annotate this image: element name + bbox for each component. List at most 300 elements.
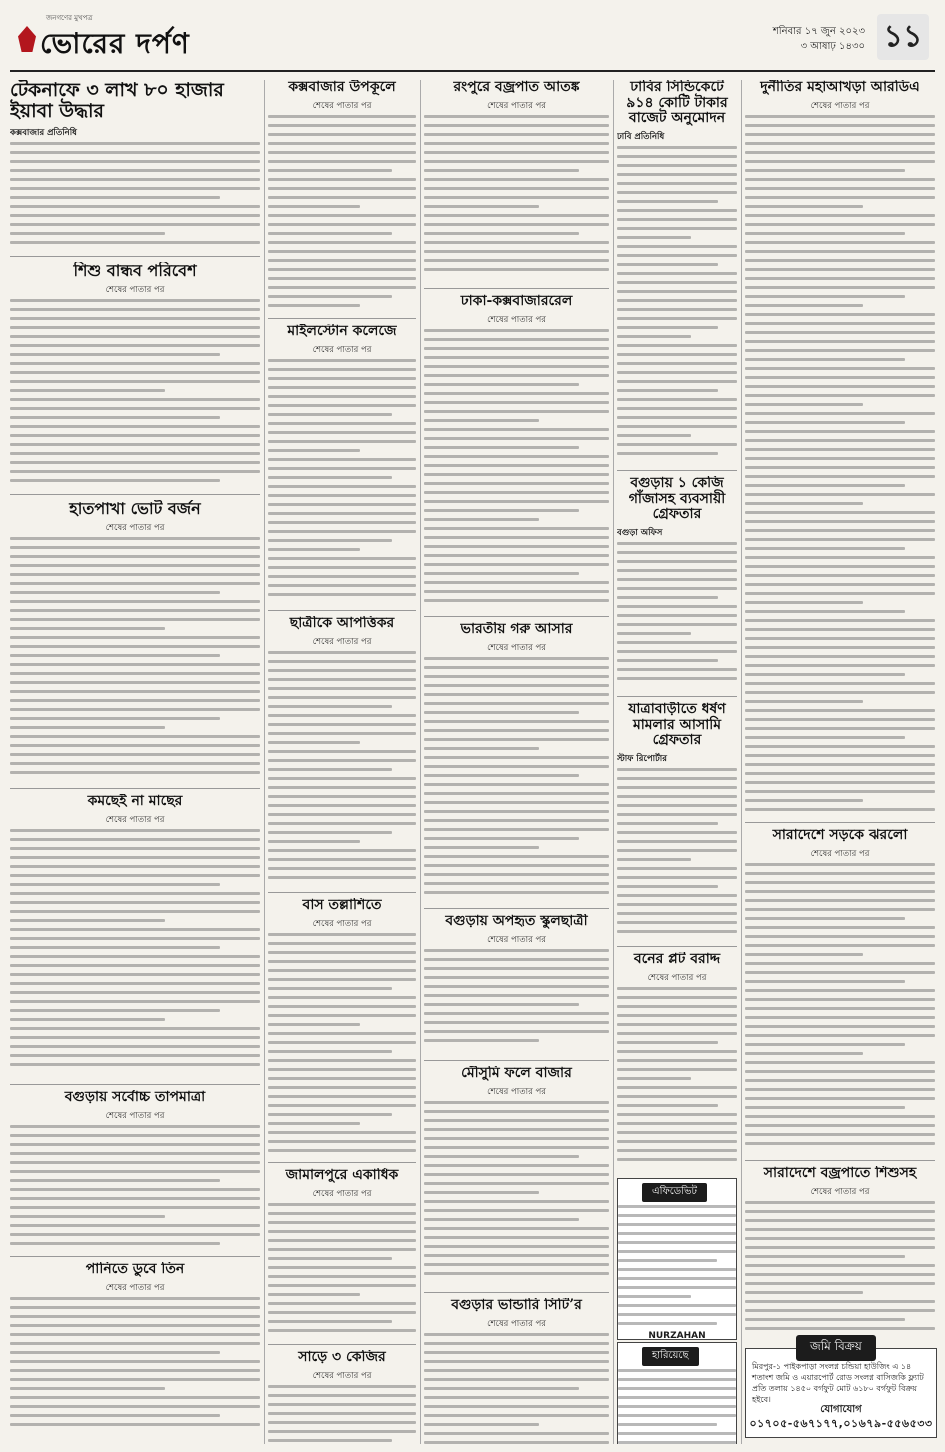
- land-sale-title: জমি বিক্রয়: [796, 1335, 876, 1361]
- text-line: [745, 1061, 935, 1064]
- text-line: [745, 899, 935, 902]
- text-line: [10, 1036, 260, 1039]
- text-line: [10, 645, 260, 648]
- text-line: [268, 969, 416, 972]
- text-line: [424, 1333, 609, 1336]
- text-line: [268, 1005, 416, 1008]
- text-line: [10, 847, 260, 850]
- text-line: [745, 1210, 935, 1213]
- text-line: [268, 512, 416, 515]
- text-line: [268, 160, 416, 163]
- article-headline: পানিতে ডুবে তিন: [85, 1262, 185, 1277]
- text-line: [10, 1206, 260, 1209]
- text-line: [745, 863, 935, 866]
- article-body: [745, 863, 935, 1145]
- text-line: [268, 386, 416, 389]
- text-line: [618, 1277, 736, 1280]
- text-line: [424, 241, 609, 244]
- text-line: [745, 538, 935, 541]
- article-headline: যাত্রাবাড়ীতে ধর্ষণ মামলার আসামি গ্রেফতার: [628, 702, 726, 749]
- text-line: [424, 428, 609, 431]
- text-line: [10, 1414, 220, 1417]
- text-line: [424, 1191, 539, 1194]
- text-line: [745, 1016, 935, 1019]
- text-line: [745, 1255, 905, 1258]
- text-line: [10, 753, 260, 756]
- page-number: ১১: [877, 14, 929, 60]
- text-line: [745, 998, 935, 1001]
- text-line: [745, 772, 935, 775]
- article-body: [268, 359, 416, 596]
- text-line: [10, 178, 260, 181]
- text-line: [268, 431, 416, 434]
- text-line: [745, 511, 935, 514]
- text-line: [268, 696, 416, 699]
- text-line: [10, 1125, 260, 1128]
- text-line: [617, 290, 737, 293]
- text-line: [745, 1318, 905, 1321]
- article-continuation: শেষের পাতার পর: [487, 1318, 546, 1329]
- text-line: [745, 151, 935, 154]
- text-line: [745, 1327, 935, 1330]
- article-body: [10, 1125, 260, 1245]
- text-line: [424, 756, 609, 759]
- text-line: [745, 673, 905, 676]
- text-line: [745, 439, 935, 442]
- text-line: [424, 446, 579, 449]
- text-line: [745, 1309, 935, 1312]
- text-line: [268, 1140, 416, 1143]
- text-line: [745, 358, 905, 361]
- text-line: [618, 1405, 736, 1408]
- text-line: [268, 304, 360, 307]
- text-line: [268, 849, 416, 852]
- article-body: [10, 537, 260, 774]
- text-line: [424, 268, 609, 271]
- text-line: [10, 1170, 260, 1173]
- text-line: [745, 917, 905, 920]
- text-line: [745, 196, 935, 199]
- text-line: [745, 574, 935, 577]
- text-line: [424, 657, 609, 660]
- text-line: [424, 464, 609, 467]
- text-line: [10, 1378, 260, 1381]
- article-continuation: শেষের পাতার পর: [487, 934, 546, 945]
- text-line: [424, 178, 609, 181]
- text-line: [10, 1179, 220, 1182]
- article-headline: বগুড়ার ভান্ডারি সিটি’র: [451, 1298, 582, 1313]
- text-line: [745, 124, 935, 127]
- text-line: [617, 1104, 718, 1107]
- text-line: [617, 659, 718, 662]
- text-line: [424, 1218, 579, 1221]
- text-line: [424, 338, 609, 341]
- text-line: [268, 960, 416, 963]
- text-line: [10, 600, 260, 603]
- text-line: [10, 461, 260, 464]
- text-line: [745, 1070, 935, 1073]
- text-line: [745, 286, 935, 289]
- article-headline: বগুড়ায় ১ কেজি গাঁজাসহ ব্যবসায়ী গ্রেফতার: [628, 476, 726, 523]
- text-line: [745, 520, 935, 523]
- text-line: [268, 566, 416, 569]
- text-line: [10, 708, 260, 711]
- text-line: [424, 729, 609, 732]
- article-headline: মৌসুমি ফলে বাজার: [461, 1066, 572, 1081]
- text-line: [268, 169, 392, 172]
- text-line: [424, 223, 609, 226]
- text-line: [745, 1282, 935, 1285]
- text-line: [745, 250, 935, 253]
- text-line: [424, 1369, 609, 1372]
- text-line: [268, 449, 360, 452]
- text-line: [424, 747, 539, 750]
- article-bus-search: [268, 898, 416, 1163]
- text-line: [617, 227, 737, 230]
- text-line: [10, 838, 260, 841]
- text-line: [424, 684, 609, 687]
- text-line: [268, 660, 416, 663]
- text-line: [268, 584, 416, 587]
- article-continuation: শেষের পাতার পর: [487, 314, 546, 325]
- text-line: [10, 205, 260, 208]
- article-jamalpur: [268, 1168, 416, 1345]
- text-line: [424, 419, 539, 422]
- text-line: [268, 732, 416, 735]
- text-line: [745, 277, 935, 280]
- text-line: [745, 962, 935, 965]
- column-1: [10, 80, 260, 1444]
- text-line: [424, 142, 609, 145]
- text-line: [268, 1257, 392, 1260]
- text-line: [268, 1439, 392, 1442]
- text-line: [424, 675, 609, 678]
- text-line: [268, 142, 416, 145]
- text-line: [745, 646, 935, 649]
- text-line: [268, 124, 416, 127]
- text-line: [268, 1311, 416, 1314]
- text-line: [617, 641, 737, 644]
- text-line: [10, 946, 220, 949]
- text-line: [617, 578, 737, 581]
- text-line: [268, 521, 416, 524]
- text-line: [424, 437, 609, 440]
- text-line: [268, 259, 416, 262]
- text-line: [618, 1414, 736, 1417]
- text-line: [617, 768, 737, 771]
- text-line: [268, 978, 416, 981]
- text-line: [745, 1273, 935, 1276]
- text-line: [268, 750, 416, 753]
- text-line: [745, 1079, 935, 1082]
- article-continuation: শেষের পাতার পর: [312, 1370, 372, 1381]
- affidavit-tag: এফিডেভিট: [642, 1183, 707, 1202]
- article-headline: ঢাবির সিন্ডিকেটে ৯১৪ কোটি টাকার বাজেট অনুমোদন: [626, 80, 728, 127]
- text-line: [617, 876, 737, 879]
- article-three-half-kg: [268, 1350, 416, 1444]
- text-line: [745, 601, 863, 604]
- issue-date-bengali: ৩ আষাঢ় ১৪৩০: [800, 41, 865, 52]
- text-line: [745, 385, 935, 388]
- text-line: [10, 901, 260, 904]
- text-line: [617, 299, 737, 302]
- column-divider: [613, 80, 614, 1444]
- text-line: [268, 268, 416, 271]
- text-line: [424, 1030, 609, 1033]
- column-4: [617, 80, 737, 1444]
- text-line: [745, 1088, 935, 1091]
- issue-date: [773, 24, 865, 54]
- text-line: [10, 937, 260, 940]
- article-teknaf: [10, 80, 260, 257]
- text-line: [618, 1322, 717, 1325]
- text-line: [424, 392, 609, 395]
- text-line: [617, 173, 737, 176]
- text-line: [745, 682, 935, 685]
- text-line: [268, 768, 392, 771]
- text-line: [424, 1405, 609, 1408]
- text-line: [424, 958, 609, 961]
- article-continuation: শেষের পাতার পর: [312, 636, 372, 647]
- article-headline: ছাত্রীকে আপত্তিকর: [289, 616, 395, 631]
- text-line: [745, 592, 935, 595]
- text-line: [617, 668, 737, 671]
- issue-date-gregorian: শনিবার ১৭ জুন ২০২৩: [772, 26, 865, 37]
- text-line: [10, 982, 260, 985]
- text-line: [424, 356, 609, 359]
- text-line: [424, 259, 609, 262]
- article-seasonal-fruit: [424, 1066, 609, 1293]
- text-line: [424, 347, 609, 350]
- text-line: [745, 709, 935, 712]
- text-line: [268, 759, 416, 762]
- text-line: [745, 484, 905, 487]
- text-line: [745, 637, 935, 640]
- article-student-objectionable: [268, 616, 416, 893]
- text-line: [745, 1201, 935, 1204]
- text-line: [268, 840, 360, 843]
- text-line: [268, 1149, 416, 1152]
- text-line: [617, 605, 737, 608]
- lost-notice-box: [617, 1342, 737, 1444]
- text-line: [268, 295, 392, 298]
- text-line: [268, 813, 416, 816]
- text-line: [10, 1161, 260, 1164]
- text-line: [268, 1086, 416, 1089]
- article-headline: রংপুরে বজ্রপাত আতঙ্ক: [453, 80, 580, 95]
- text-line: [10, 443, 260, 446]
- text-line: [617, 1005, 737, 1008]
- text-line: [268, 1122, 360, 1125]
- text-line: [10, 1342, 260, 1345]
- text-line: [424, 482, 609, 485]
- text-line: [10, 1351, 220, 1354]
- text-line: [617, 263, 718, 266]
- text-line: [10, 1215, 165, 1218]
- article-byline: বগুড়া অফিস: [617, 528, 663, 539]
- text-line: [10, 470, 260, 473]
- text-line: [424, 527, 609, 530]
- text-line: [10, 654, 220, 657]
- text-line: [617, 632, 691, 635]
- text-line: [617, 542, 737, 545]
- text-line: [617, 416, 737, 419]
- text-line: [617, 353, 737, 356]
- text-line: [424, 783, 609, 786]
- text-line: [617, 1077, 691, 1080]
- text-line: [617, 146, 737, 149]
- text-line: [424, 160, 609, 163]
- article-bogura-abducted: [424, 914, 609, 1061]
- text-line: [745, 989, 935, 992]
- article-fish-price: [10, 794, 260, 1085]
- text-line: [617, 362, 737, 365]
- text-line: [268, 530, 416, 533]
- text-line: [424, 693, 609, 696]
- text-line: [618, 1387, 736, 1390]
- text-line: [268, 205, 360, 208]
- text-line: [268, 377, 416, 380]
- text-line: [424, 720, 609, 723]
- text-line: [617, 921, 737, 924]
- text-line: [617, 912, 737, 915]
- text-line: [424, 1182, 609, 1185]
- text-line: [10, 928, 260, 931]
- text-line: [10, 717, 220, 720]
- article-body: [745, 115, 935, 811]
- text-line: [268, 1041, 416, 1044]
- text-line: [424, 329, 609, 332]
- text-line: [10, 1423, 260, 1426]
- text-line: [10, 407, 260, 410]
- text-line: [617, 434, 691, 437]
- text-line: [424, 1263, 609, 1266]
- text-line: [268, 1248, 416, 1251]
- text-line: [268, 359, 416, 362]
- article-headline: বনের প্লট বরাদ্দ: [633, 952, 721, 967]
- text-line: [424, 1101, 609, 1104]
- text-line: [745, 160, 935, 163]
- article-body: [10, 1297, 260, 1426]
- text-line: [745, 1097, 935, 1100]
- text-line: [10, 856, 260, 859]
- text-line: [617, 1014, 737, 1017]
- text-line: [424, 976, 609, 979]
- text-line: [268, 485, 416, 488]
- text-line: [10, 735, 260, 738]
- text-line: [10, 353, 220, 356]
- text-line: [10, 762, 260, 765]
- text-line: [10, 609, 260, 612]
- text-line: [268, 232, 392, 235]
- text-line: [10, 232, 165, 235]
- text-line: [617, 894, 737, 897]
- text-line: [424, 572, 579, 575]
- text-line: [618, 1378, 736, 1381]
- text-line: [617, 443, 737, 446]
- text-line: [424, 232, 579, 235]
- text-line: [268, 1104, 416, 1107]
- text-line: [745, 926, 935, 929]
- text-line: [745, 241, 935, 244]
- land-sale-text: মিরপুর-১ পাইকপাড়া সংলগ্ন চন্ডিয়া হাউজিং এ ১৪ শতাংশ জমি ও এয়ারপোর্ট রোড সংলগ্ন বাসিজকি ফ্ল্যাট প্রতি তলায় ১৪৫০ বর্গফুট মোট ৬১৮০ বর্গফুট বিক্রয় হইবে।: [752, 1362, 924, 1404]
- text-line: [424, 374, 609, 377]
- article-continuation: শেষের পাতার পর: [312, 1188, 372, 1199]
- text-line: [745, 1237, 935, 1240]
- article-child-friendly: [10, 262, 260, 495]
- text-line: [424, 1227, 609, 1230]
- text-line: [745, 529, 935, 532]
- text-line: [10, 371, 260, 374]
- text-line: [424, 187, 609, 190]
- land-sale-phone: ০১৭০৫-৫৬৭১৭৭,০১৬৭৯-৫৫৬৫৩৩: [749, 1417, 933, 1430]
- text-line: [424, 1351, 609, 1354]
- text-line: [424, 1414, 609, 1417]
- text-line: [617, 182, 737, 185]
- text-line: [617, 795, 737, 798]
- text-line: [618, 1295, 691, 1298]
- article-headline: শিশু বান্ধব পরিবেশ: [73, 262, 197, 280]
- text-line: [424, 855, 609, 858]
- text-line: [10, 991, 260, 994]
- text-line: [745, 448, 935, 451]
- text-line: [10, 1045, 260, 1048]
- text-line: [618, 1241, 736, 1244]
- article-lightning-deaths: [745, 1166, 935, 1342]
- text-line: [268, 223, 416, 226]
- text-line: [745, 1025, 935, 1028]
- text-line: [745, 169, 905, 172]
- page-header: [10, 8, 935, 72]
- text-line: [424, 401, 609, 404]
- text-line: [268, 1077, 416, 1080]
- text-line: [745, 187, 935, 190]
- text-line: [10, 169, 260, 172]
- text-line: [10, 317, 260, 320]
- text-line: [745, 781, 935, 784]
- article-body: [745, 1201, 935, 1330]
- affidavit-box: [617, 1178, 737, 1340]
- affidavit-body: [618, 1205, 736, 1325]
- text-line: [268, 867, 416, 870]
- text-line: [424, 846, 539, 849]
- text-line: [268, 1266, 416, 1269]
- text-line: [424, 545, 609, 548]
- text-line: [617, 987, 737, 990]
- text-line: [268, 422, 416, 425]
- text-line: [424, 1378, 609, 1381]
- text-line: [745, 628, 935, 631]
- text-line: [618, 1268, 736, 1271]
- lost-notice-body: [618, 1369, 736, 1444]
- text-line: [617, 326, 718, 329]
- text-line: [268, 1421, 416, 1424]
- text-line: [10, 910, 260, 913]
- article-headline: কক্সবাজার উপকূলে: [288, 80, 396, 95]
- column-divider: [741, 80, 742, 1444]
- column-2: [268, 80, 416, 1444]
- text-line: [424, 1164, 609, 1167]
- text-line: [745, 1142, 935, 1145]
- text-line: [617, 1068, 737, 1071]
- article-continuation: শেষের পাতার পর: [487, 642, 546, 653]
- article-jatrabari-arrest: [617, 702, 737, 947]
- text-line: [424, 765, 609, 768]
- text-line: [268, 214, 416, 217]
- text-line: [617, 677, 737, 680]
- text-line: [617, 209, 737, 212]
- text-line: [10, 690, 260, 693]
